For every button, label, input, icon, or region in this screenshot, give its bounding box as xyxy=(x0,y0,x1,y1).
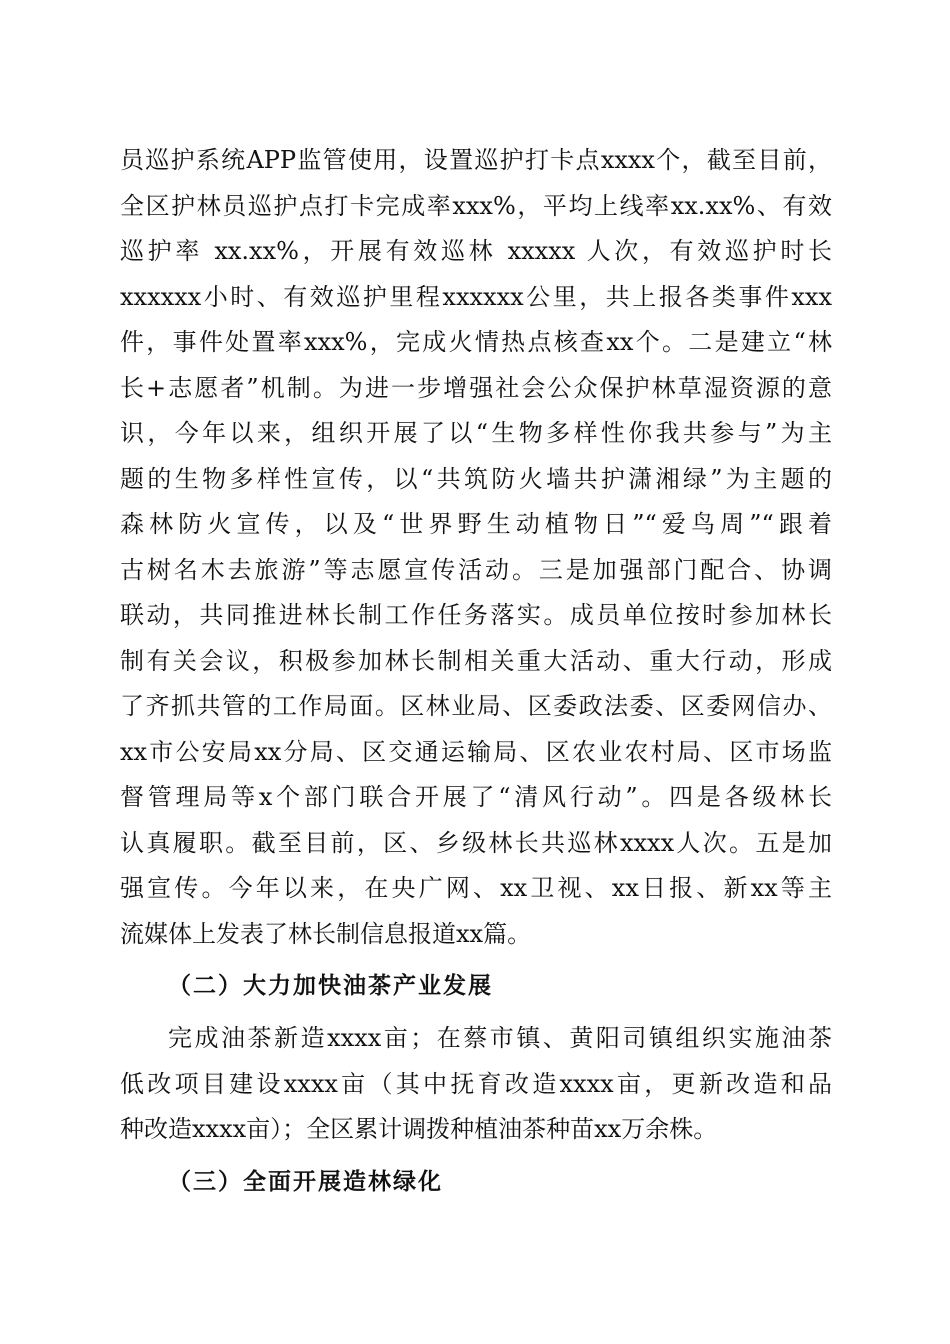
document-body xyxy=(120,138,832,1212)
text-line: 巡护率 xx.xx%，开展有效巡林 xxxxx 人次，有效巡护时长 xyxy=(120,237,832,265)
paragraph-forest-chief-system xyxy=(120,138,832,957)
text-line: 完成油茶新造xxxx亩；在蔡市镇、黄阳司镇组织实施油茶 xyxy=(168,1024,832,1052)
section-heading-afforestation: （三）全面开展造林绿化 xyxy=(168,1168,443,1195)
text-line: 流媒体上发表了林长制信息报道xx篇。 xyxy=(120,919,532,948)
section-heading-camellia-oil: （二）大力加快油茶产业发展 xyxy=(168,973,493,999)
text-line: 制有关会议，积极参加林长制相关重大活动、重大行动，形成 xyxy=(120,646,832,675)
text-line: 认真履职。截至目前，区、乡级林长共巡林xxxx人次。五是加 xyxy=(120,828,832,857)
text-line: 督管理局等x个部门联合开展了“清风行动”。四是各级林长 xyxy=(120,783,832,811)
text-line: xxxxxx小时、有效巡护里程xxxxxx公里，共上报各类事件xxx xyxy=(120,282,832,311)
text-line: 长+志愿者”机制。为进一步增强社会公众保护林草湿资源的意 xyxy=(120,373,832,402)
text-line: 全区护林员巡护点打卡完成率xxx%，平均上线率xx.xx%、有效 xyxy=(120,191,832,220)
text-line: 种改造xxxx亩）；全区累计调拨种植油茶种苗xx万余株。 xyxy=(120,1115,718,1143)
text-line: 题的生物多样性宣传，以“共筑防火墙共护潇湘绿”为主题的 xyxy=(120,464,832,493)
text-line: 古树名木去旅游”等志愿宣传活动。三是加强部门配合、协调 xyxy=(120,555,832,584)
text-line: 低改项目建设xxxx亩（其中抚育改造xxxx亩，更新改造和品 xyxy=(120,1069,832,1098)
text-line: 识，今年以来，组织开展了以“生物多样性你我共参与”为主 xyxy=(120,419,832,447)
text-line: 森林防火宣传，以及“世界野生动植物日”“爱鸟周”“跟着 xyxy=(120,510,832,538)
text-line: 强宣传。今年以来，在央广网、xx卫视、xx日报、新xx等主 xyxy=(120,874,832,902)
text-line: 联动，共同推进林长制工作任务落实。成员单位按时参加林长 xyxy=(120,601,832,629)
text-line: 件，事件处置率xxx%，完成火情热点核查xx个。二是建立“林 xyxy=(120,328,832,356)
text-line: 员巡护系统APP监管使用，设置巡护打卡点xxxx个，截至目前， xyxy=(120,146,832,174)
text-line: 了齐抓共管的工作局面。区林业局、区委政法委、区委网信办、 xyxy=(120,692,832,720)
paragraph-camellia-oil xyxy=(120,1016,832,1153)
text-line: xx市公安局xx分局、区交通运输局、区农业农村局、区市场监 xyxy=(120,737,832,766)
